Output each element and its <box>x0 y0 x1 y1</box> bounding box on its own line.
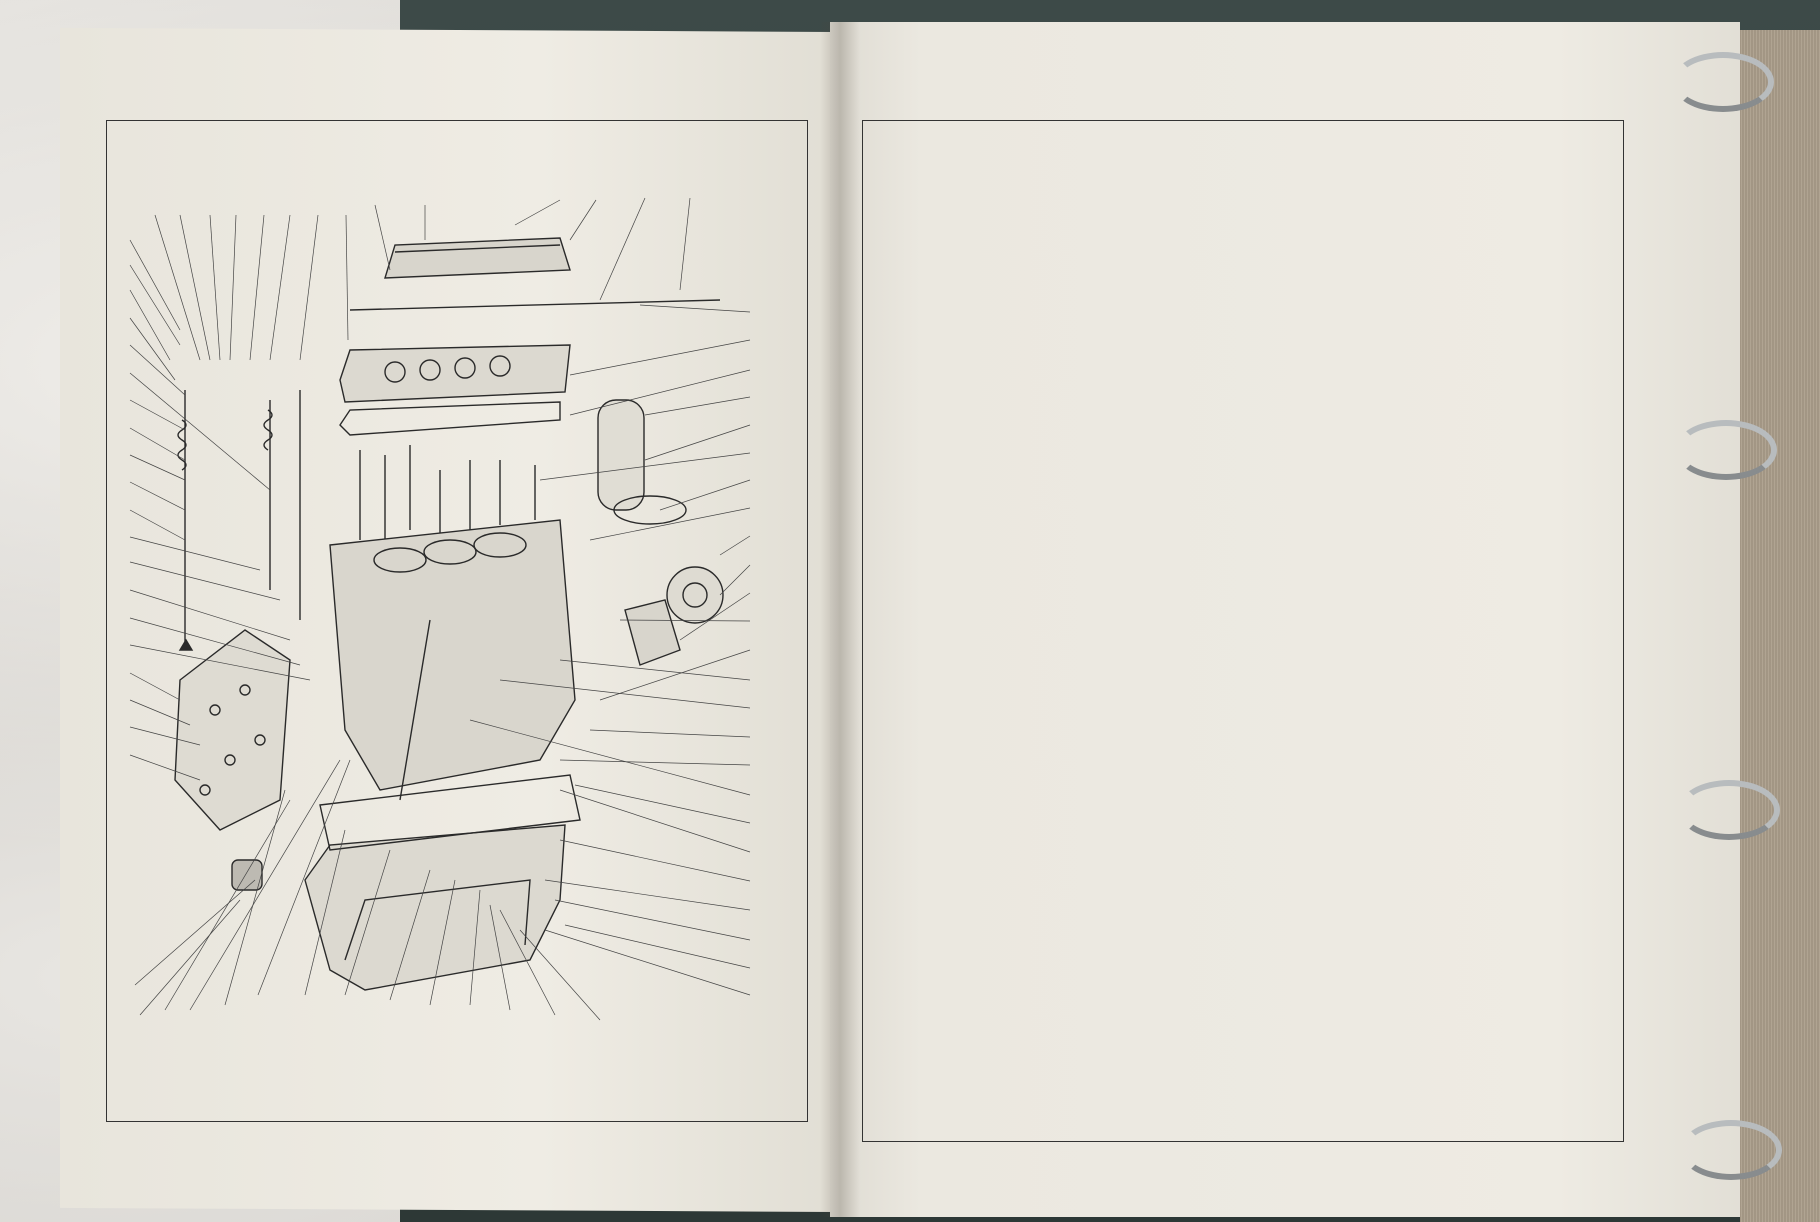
binder-ring-top <box>1672 52 1774 112</box>
engine-exploded-diagram <box>0 0 860 1100</box>
page-stack-edge <box>1740 30 1820 1222</box>
key-frame <box>862 120 1624 1142</box>
binder-ring-upper-middle <box>1675 420 1777 480</box>
binder-ring-bottom <box>1680 1120 1782 1180</box>
binder-ring-lower-middle <box>1678 780 1780 840</box>
